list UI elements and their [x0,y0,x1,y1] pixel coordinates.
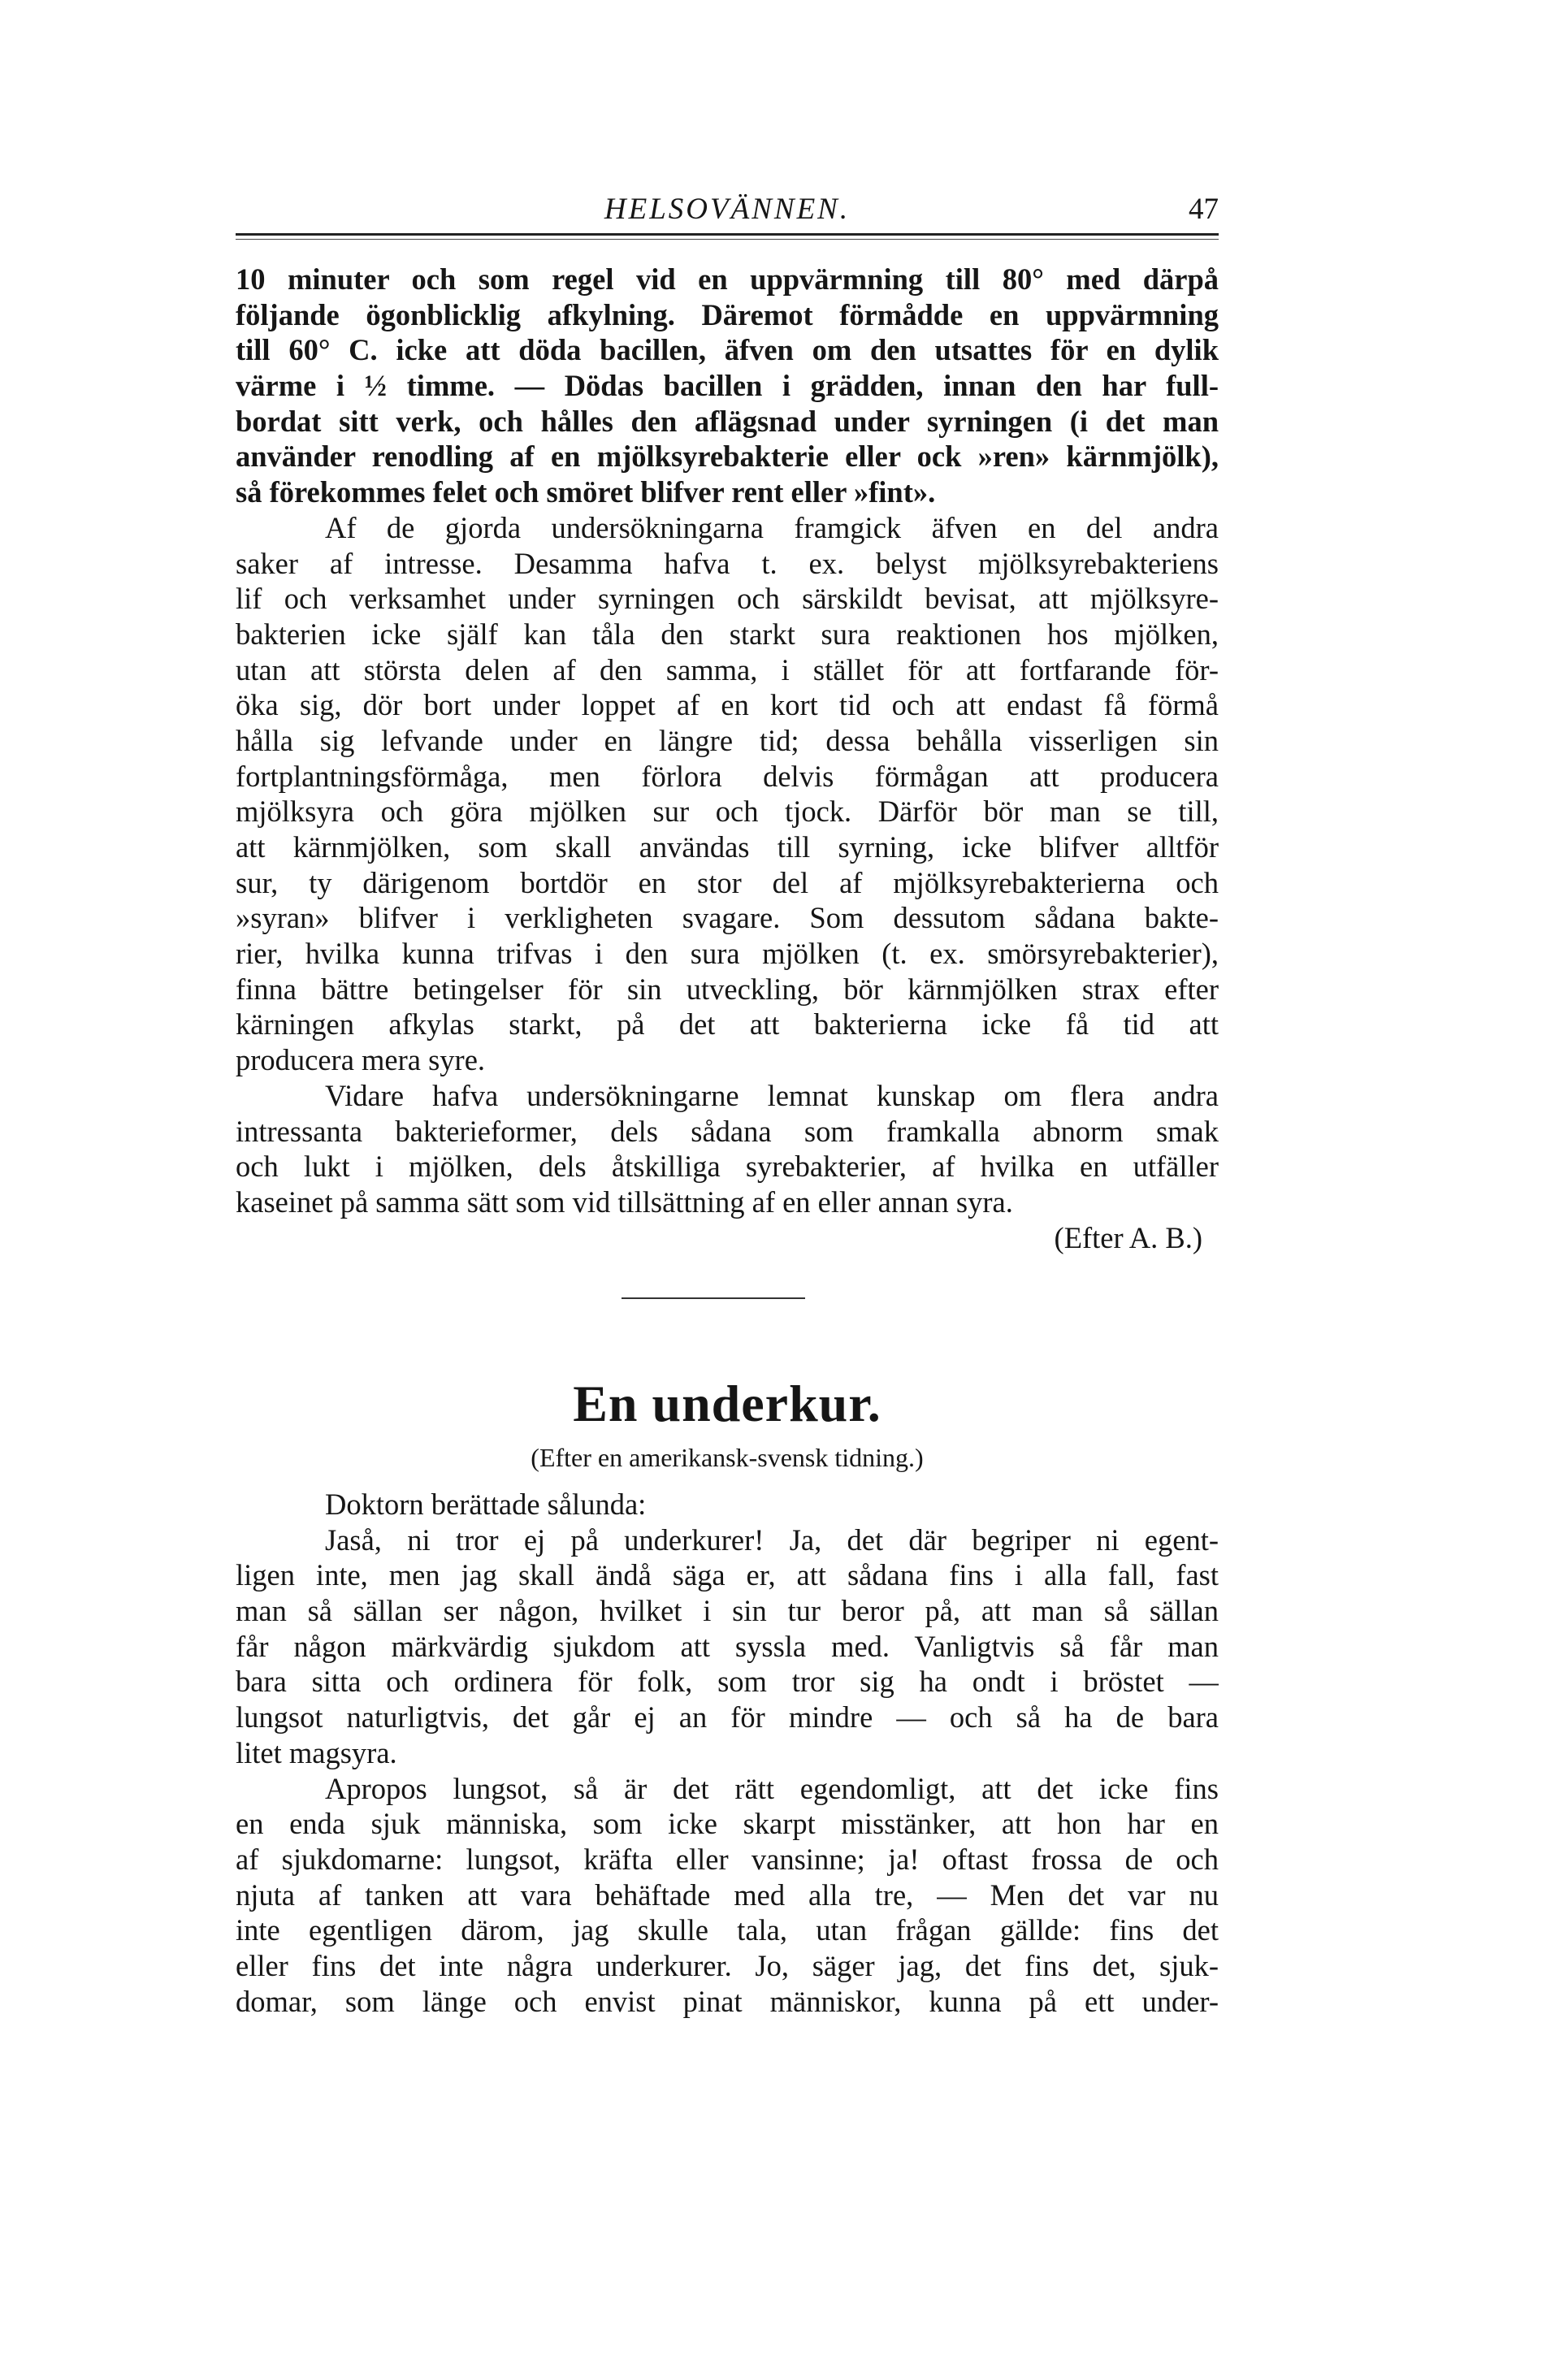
text-line: en enda sjuk människa, som icke skarpt misstänker, att hon har en [236,1807,1219,1841]
text-line: använder renodling af en mjölksyrebakterie eller ock »ren» kärnmjölk), [236,440,1219,474]
text-line: bara sitta och ordinera för folk, som tror sig ha ondt i bröstet — [236,1665,1219,1699]
text-line: Vidare hafva undersökningarne lemnat kunskap om flera andra [325,1078,1219,1112]
text-line: att kärnmjölken, som skall användas till syrning, icke blifver alltför [236,830,1219,864]
text-line: bakterien icke själf kan tåla den starkt sura reaktionen hos mjölken, [236,617,1219,651]
header-rule [236,233,1219,236]
text-line: bordat sitt verk, och hålles den aflägsnad under syrningen (i det man [236,404,1219,438]
text-line: af sjukdomarne: lungsot, kräfta eller vansinne; ja! oftast frossa de och [236,1842,1219,1876]
text-line: öka sig, dör bort under loppet af en kort tid och att endast få förmå [236,688,1219,722]
text-line: ligen inte, men jag skall ändå säga er, att sådana fins i alla fall, fast [236,1558,1219,1592]
article-attribution: (Efter A. B.) [1054,1220,1202,1254]
running-title: HELSOVÄNNEN. [604,193,851,226]
page-header [236,192,1219,234]
page-number: 47 [1189,193,1219,226]
text-line: inte egentligen därom, jag skulle tala, utan frågan gällde: fins det [236,1913,1219,1947]
text-line: lungsot naturligtvis, det går ej an för mindre — och så ha de bara [236,1700,1219,1735]
text-line: njuta af tanken att vara behäftade med alla tre, — Men det var nu [236,1877,1219,1912]
text-line: fortplantningsförmåga, men förlora delvis förmågan att producera [236,759,1219,793]
article-continuation [236,262,1219,1255]
text-line: kaseinet på samma sätt som vid tillsättning af en eller annan syra. [236,1184,1013,1219]
text-line: hålla sig lefvande under en längre tid; dessa behålla visserligen sin [236,723,1219,757]
text-line: producera mera syre. [236,1043,486,1077]
text-line: så förekommes felet och smöret blifver rent eller »fint». [236,475,936,509]
text-line: saker af intresse. Desamma hafva t. ex. belyst mjölksyrebakteriens [236,546,1219,580]
section-title: En underkur. [573,1375,881,1432]
text-line: Doktorn berättade sålunda: [325,1488,647,1521]
text-line: följande ögonblicklig afkylning. Däremot förmådde en uppvärmning [236,297,1219,331]
text-line: mjölksyra och göra mjölken sur och tjock. Därför bör man se till, [236,795,1219,829]
text-line: värme i ½ timme. — Dödas bacillen i grädden, innan den har full- [236,369,1219,403]
text-line: utan att största delen af den samma, i stället för att fortfarande för- [236,652,1219,686]
section-separator [622,1297,805,1299]
text-line: Apropos lungsot, så är det rätt egendomligt, att det icke fins [325,1771,1219,1805]
text-line: kärningen afkylas starkt, på det att bakterierna icke få tid att [236,1007,1219,1042]
text-line: eller fins det inte några underkurer. Jo, säger jag, det fins det, sjuk- [236,1948,1219,1982]
text-line: litet magsyra. [236,1735,397,1769]
text-line: Jaså, ni tror ej på underkurer! Ja, det där begriper ni egent- [325,1522,1219,1557]
text-line: man så sällan ser någon, hvilket i sin tur beror på, att man så sällan [236,1594,1219,1628]
article-section [236,1373,1219,2019]
text-line: till 60° C. icke att döda bacillen, äfven om den utsattes för en dylik [236,333,1219,367]
text-line: domar, som länge och envist pinat människor, kunna på ett under- [236,1984,1219,2018]
text-line: rier, hvilka kunna trifvas i den sura mjölken (t. ex. smörsyrebakterier), [236,937,1219,971]
section-subtitle: (Efter en amerikansk-svensk tidning.) [531,1443,924,1472]
text-line: 10 minuter och som regel vid en uppvärmning till 80° med därpå [236,262,1219,296]
text-line: får någon märkvärdig sjukdom att syssla med. Vanligtvis så får man [236,1629,1219,1663]
section-body [236,1487,1219,2019]
header-rule-thin [236,239,1219,240]
text-line: lif och verksamhet under syrningen och särskildt bevisat, att mjölksyre- [236,582,1219,616]
text-line: »syran» blifver i verkligheten svagare. Som dessutom sådana bakte- [236,901,1219,935]
text-line: sur, ty därigenom bortdör en stor del af mjölksyrebakterierna och [236,865,1219,899]
text-line: intressanta bakterieformer, dels sådana som framkalla abnorm smak [236,1114,1219,1148]
text-line: och lukt i mjölken, dels åtskilliga syrebakterier, af hvilka en utfäller [236,1150,1219,1184]
text-line: Af de gjorda undersökningarna framgick äfven en del andra [325,510,1219,544]
text-line: finna bättre betingelser för sin utveckling, bör kärnmjölken strax efter [236,972,1219,1006]
